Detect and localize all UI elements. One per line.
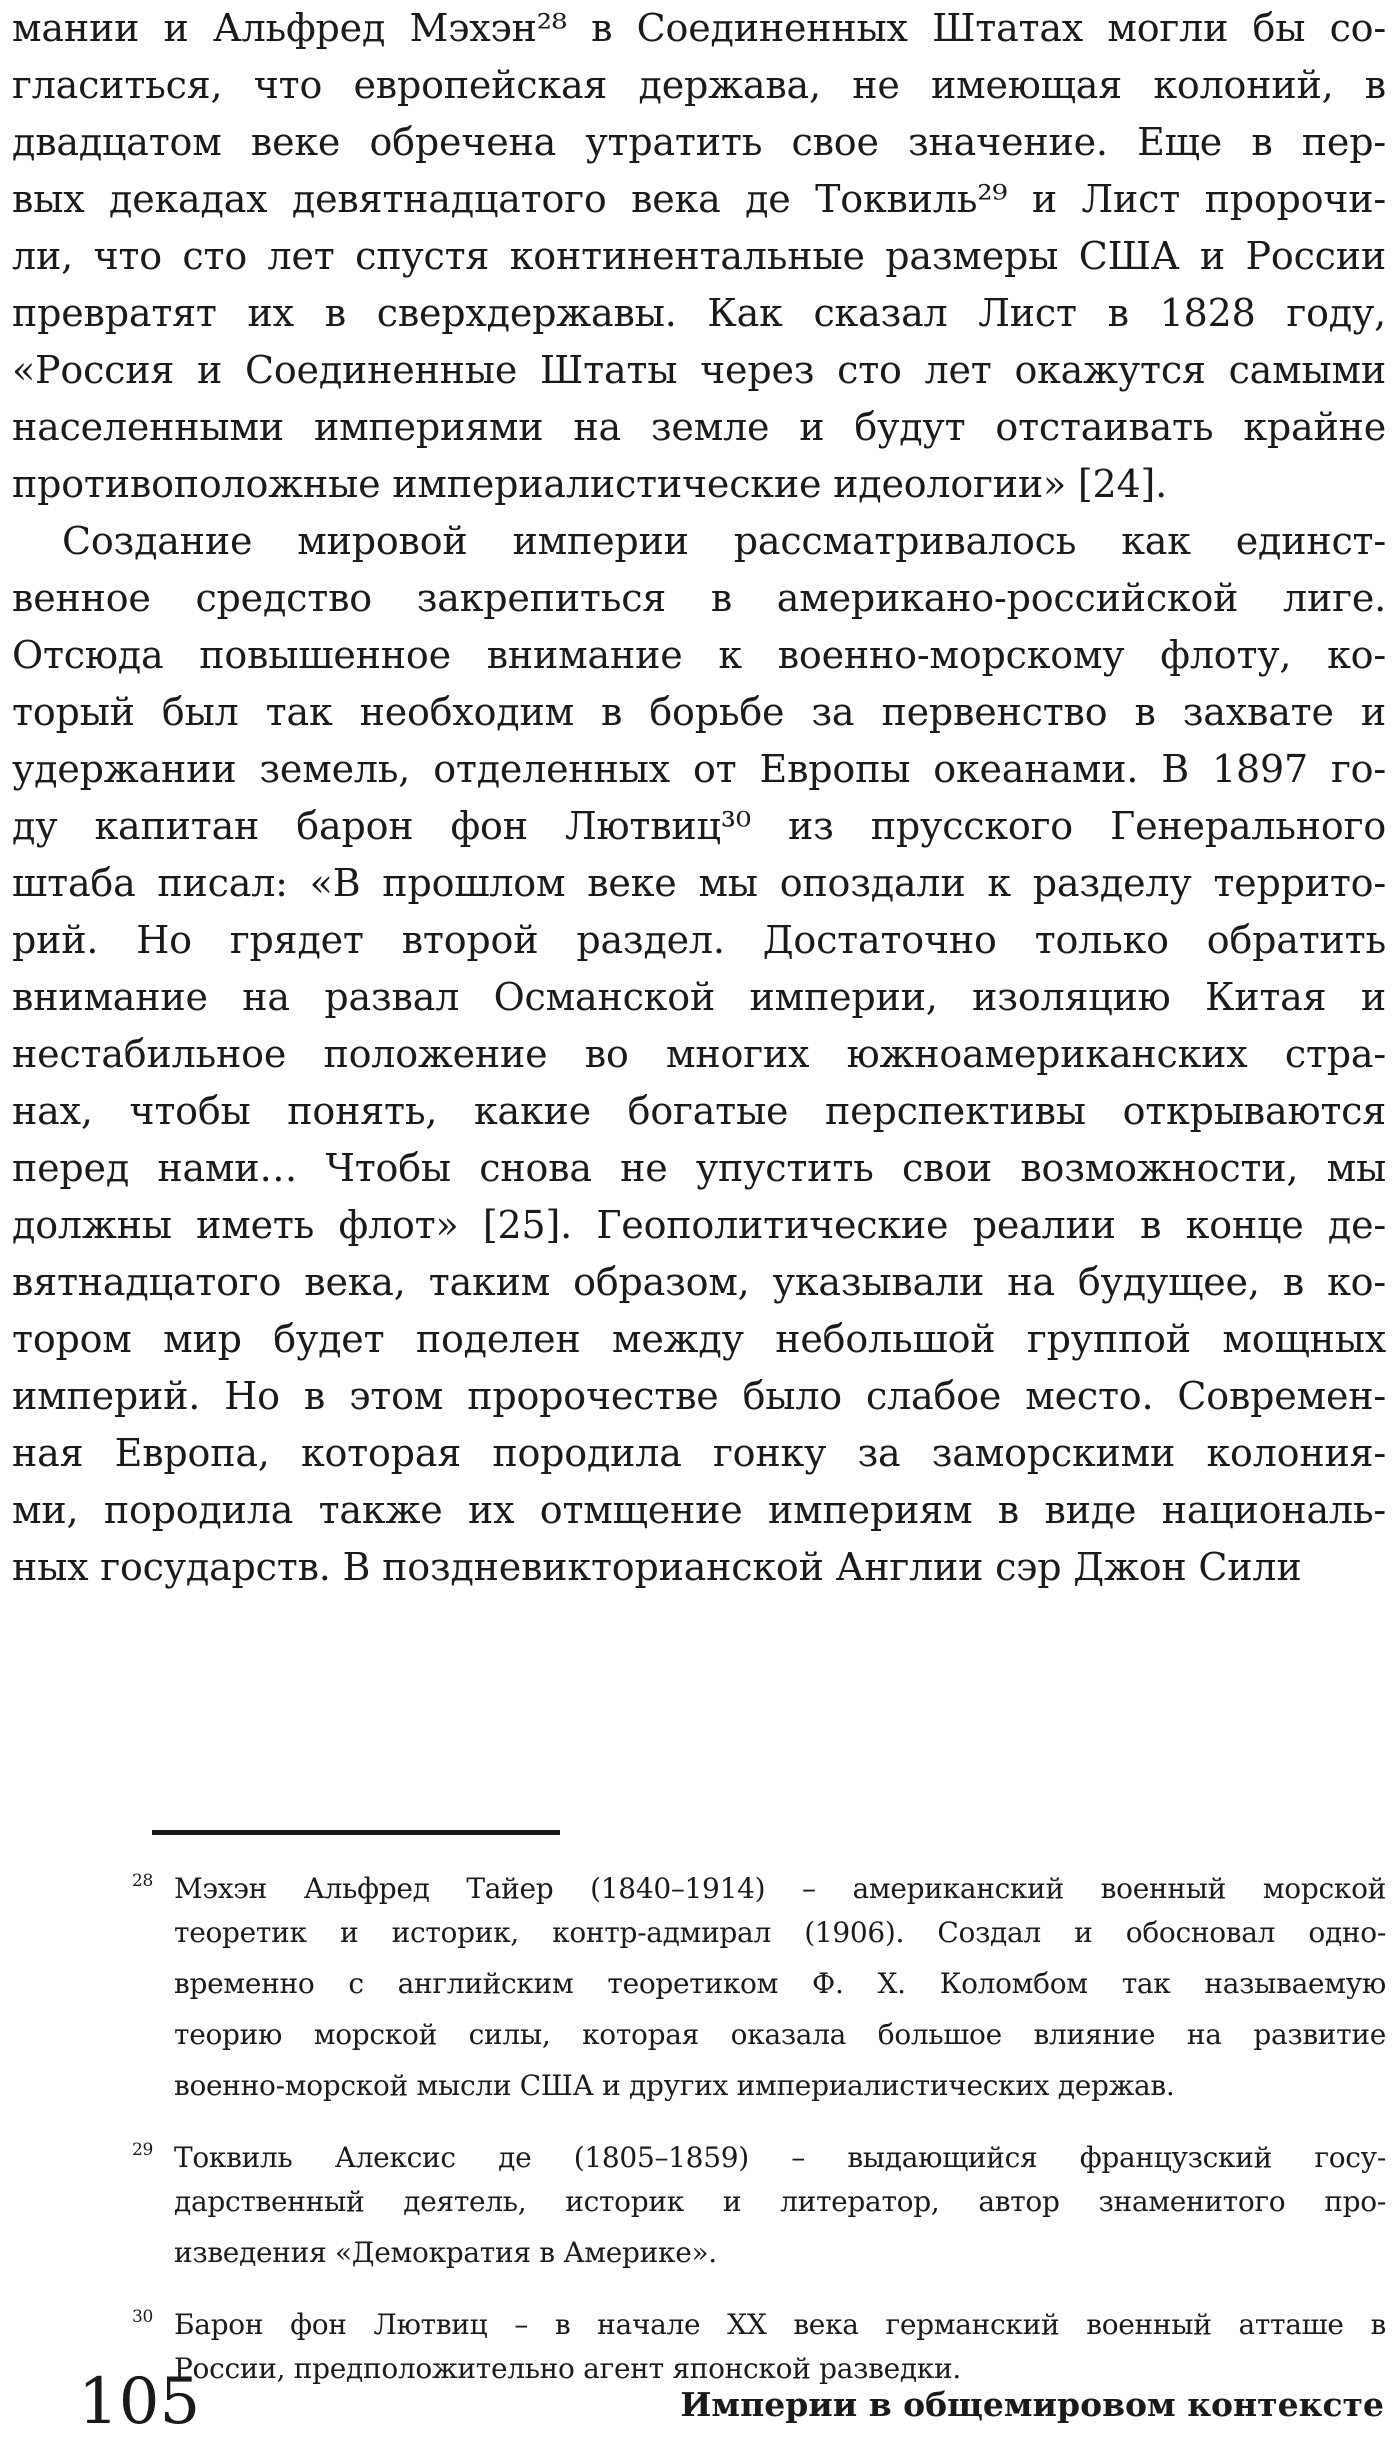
footnote: [132, 2125, 1386, 2278]
text-line: гласиться, что европейская держава, не имеющая колоний, в: [12, 63, 1386, 107]
footnote-divider: [152, 1830, 560, 1835]
footnote-line: [132, 2227, 1386, 2278]
footnote-line: [132, 2176, 1386, 2227]
text-line: ду капитан барон фон Лютвиц³⁰ из прусского Генерального: [12, 804, 1386, 848]
footnote-line: [132, 2009, 1386, 2060]
text-line: внимание на развал Османской империи, изоляцию Китая и: [12, 975, 1386, 1019]
text-line: перед нами… Чтобы снова не упустить свои возможности, мы: [12, 1146, 1386, 1190]
text-line: противоположные империалистические идеологии» [24].: [12, 462, 1167, 506]
footnote: [132, 1856, 1386, 2111]
text-line: населенными империями на земле и будут отстаивать крайне: [12, 405, 1386, 449]
footnote-line: [132, 1856, 1386, 1907]
page-number: 105: [78, 2365, 201, 2439]
footnote-number: 28: [132, 1871, 154, 1891]
footnote-text: временно с английским теоретиком Ф. Х. Коломбом так называемую: [174, 1967, 1386, 2000]
footnote-text: военно-морской мысли США и других империалистических держав.: [174, 2069, 1175, 2102]
footnote-text: теоретик и историк, контр-адмирал (1906). Создал и обосновал одно-: [174, 1916, 1386, 1949]
footnote-number: 29: [132, 2140, 154, 2160]
text-line: превратят их в сверхдержавы. Как сказал Лист в 1828 году,: [12, 291, 1386, 335]
text-line: ми, породила также их отмщение империям в виде националь-: [12, 1488, 1386, 1532]
text-line: Отсюда повышенное внимание к военно-морскому флоту, ко-: [12, 633, 1386, 677]
text-line: должны иметь флот» [25]. Геополитические реалии в конце де-: [12, 1203, 1386, 1247]
text-line: двадцатом веке обречена утратить свое значение. Еще в пер-: [12, 120, 1386, 164]
text-line: торый был так необходим в борьбе за первенство в захвате и: [12, 690, 1386, 734]
footnote-text: России, предположительно агент японской разведки.: [174, 2352, 961, 2385]
footnote-text: Мэхэн Альфред Тайер (1840–1914) – американский военный морской: [174, 1872, 1386, 1905]
text-line: Создание мировой империи рассматривалось как единст-: [62, 519, 1386, 563]
footnote-text: дарственный деятель, историк и литератор, автор знаменитого про-: [174, 2185, 1386, 2218]
footnote-line: [132, 2292, 1386, 2343]
text-line: рий. Но грядет второй раздел. Достаточно только обратить: [12, 918, 1386, 962]
text-line: штаба писал: «В прошлом веке мы опоздали к разделу террито-: [12, 861, 1386, 905]
footnote-text: теорию морской силы, которая оказала большое влияние на развитие: [174, 2018, 1386, 2051]
text-line: «Россия и Соединенные Штаты через сто лет окажутся самыми: [12, 348, 1386, 392]
running-head: Империи в общемировом контексте: [680, 2385, 1384, 2424]
text-line: вых декадах девятнадцатого века де Токвиль²⁹ и Лист пророчи-: [12, 177, 1386, 221]
text-line: тором мир будет поделен между небольшой группой мощных: [12, 1317, 1386, 1361]
text-line: ная Европа, которая породила гонку за заморскими колония-: [12, 1431, 1386, 1475]
footnote-line: [132, 1958, 1386, 2009]
footnote-line: [132, 2125, 1386, 2176]
text-line: ных государств. В поздневикторианской Англии сэр Джон Сили: [12, 1545, 1302, 1589]
text-line: венное средство закрепиться в американо-российской лиге.: [12, 576, 1386, 620]
text-line: империй. Но в этом пророчестве было слабое место. Современ-: [12, 1374, 1386, 1418]
text-line: ли, что сто лет спустя континентальные размеры США и России: [12, 234, 1386, 278]
main-text-body: [12, 0, 1386, 1596]
footnote-text: Барон фон Лютвиц – в начале XX века германский военный атташе в: [174, 2308, 1386, 2341]
footnote-number: 30: [132, 2307, 154, 2327]
text-line: нах, чтобы понять, какие богатые перспективы открываются: [12, 1089, 1386, 1133]
footnote-line: [132, 1907, 1386, 1958]
text-line: удержании земель, отделенных от Европы океанами. В 1897 го-: [12, 747, 1386, 791]
text-line: вятнадцатого века, таким образом, указывали на будущее, в ко-: [12, 1260, 1386, 1304]
footnote: [132, 2292, 1386, 2394]
text-line: мании и Альфред Мэхэн²⁸ в Соединенных Штатах могли бы со-: [12, 6, 1386, 50]
footnote-text: Токвиль Алексис де (1805–1859) – выдающийся французский госу-: [174, 2141, 1386, 2174]
footnotes-section: [132, 1856, 1386, 2408]
text-line: нестабильное положение во многих южноамериканских стра-: [12, 1032, 1386, 1076]
footnote-text: изведения «Демократия в Америке».: [174, 2236, 717, 2269]
footnote-line: [132, 2060, 1386, 2111]
